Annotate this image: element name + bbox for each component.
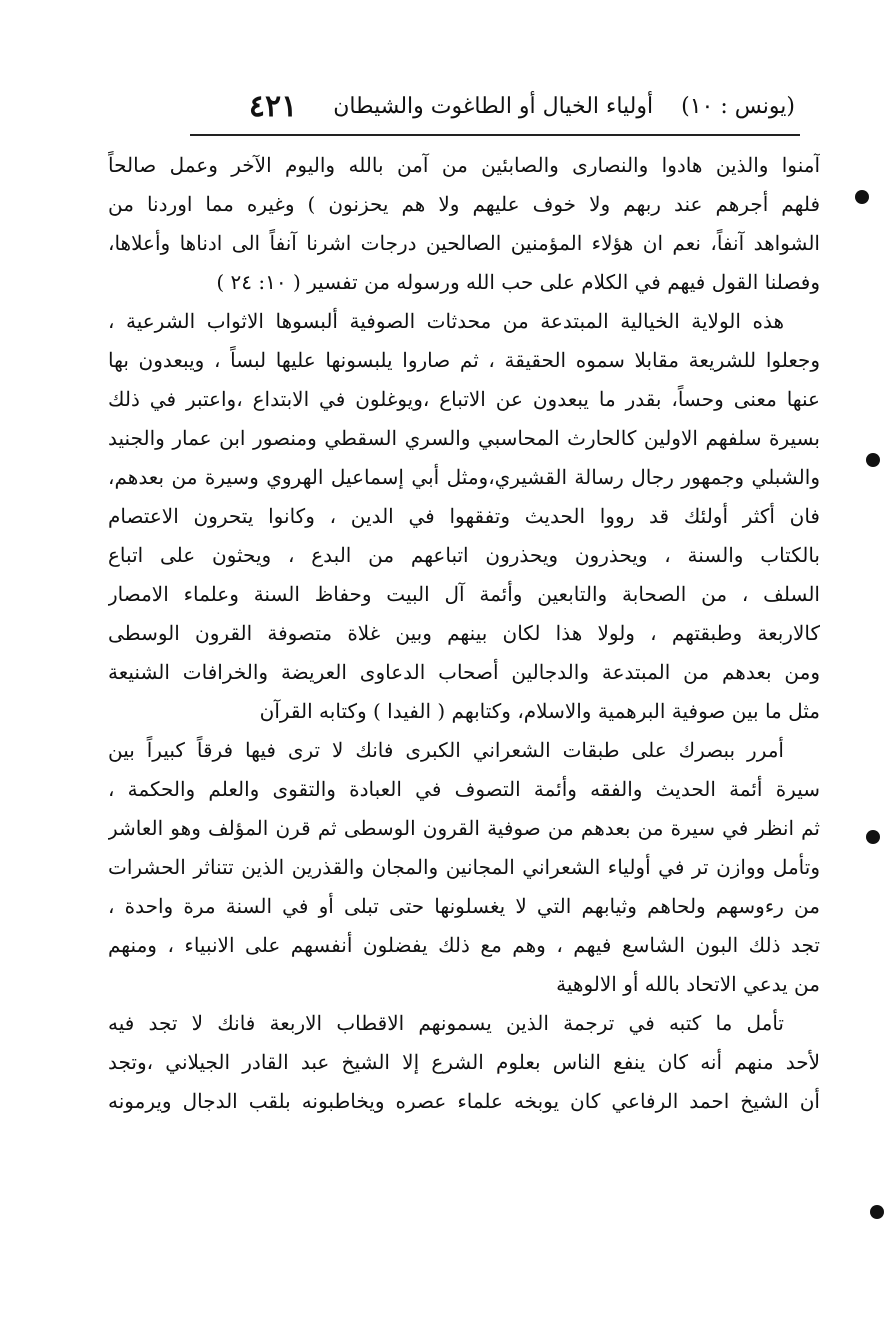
text-line: السلف ، من الصحابة والتابعين وأئمة آل البيت وحفاظ السنة وعلماء الامصار	[108, 582, 820, 606]
binding-hole-mark	[870, 1205, 884, 1219]
header-rule	[190, 134, 800, 136]
text-line: ثم انظر في سيرة من بعدهم من صوفية القرون الوسطى ثم قرن المؤلف وهو العاشر	[108, 816, 820, 840]
binding-hole-mark	[866, 453, 880, 467]
text-line: وفصلنا القول فيهم في الكلام على حب الله ورسوله من تفسير ( ١٠: ٢٤ )	[216, 270, 820, 294]
text-line: كالاربعة وطبقتهم ، ولولا هذا لكان بينهم وبين غلاة متصوفة القرون الوسطى	[108, 621, 820, 645]
text-line: تجد ذلك البون الشاسع فيهم ، وهم مع ذلك يفضلون أنفسهم على الانبياء ، ومنهم	[108, 933, 820, 957]
text-line: فلهم أجرهم عند ربهم ولا خوف عليهم ولا هم يحزنون ) وغيره مما اوردنا من	[108, 192, 820, 216]
text-line: آمنوا والذين هادوا والنصارى والصابئين من آمن بالله واليوم الآخر وعمل صالحاً	[108, 153, 820, 177]
header-title: أولياء الخيال أو الطاغوت والشيطان	[333, 93, 654, 119]
text-line: فان أكثر أولئك قد رووا الحديث وتفقهوا في الدين ، وكانوا يتحرون الاعتصام	[108, 504, 820, 528]
text-line: تأمل ما كتبه في ترجمة الذين يسمونهم الاقطاب الاربعة فانك لا تجد فيه	[108, 1011, 784, 1035]
text-line: وتأمل ووازن تر في أولياء الشعراني المجانين والمجان والقذرين الذين تتناثر الحشرات	[108, 855, 820, 879]
text-line: لأحد منهم أنه كان ينفع الناس بعلوم الشرع إلا الشيخ عبد القادر الجيلاني ،وتجد	[108, 1050, 820, 1074]
text-line: هذه الولاية الخيالية المبتدعة من محدثات الصوفية ألبسوها الاثواب الشرعية ،	[108, 309, 784, 333]
body-text	[108, 146, 820, 1121]
text-line: وجعلوا للشريعة مقابلا سموه الحقيقة ، ثم صاروا يلبسونها عليها لبساً ، ويبعدون بها	[108, 348, 820, 372]
text-line: ومن بعدهم من المبتدعة والدجالين أصحاب الدعاوى العريضة والخرافات الشنيعة	[108, 660, 820, 684]
text-line: والشبلي وجمهور رجال رسالة القشيري،ومثل أبي إسماعيل الهروي وسيرة من بعدهم،	[108, 465, 820, 489]
text-line: أمرر ببصرك على طبقات الشعراني الكبرى فانك لا ترى فيها فرقاً كبيراً بين	[108, 738, 784, 762]
header-surah-reference: (يونس : ١٠)	[681, 93, 795, 119]
text-line: عنها معنى وحساً، بقدر ما يبعدون عن الاتباع ،ويوغلون في الابتداع ،واعتبر في ذلك	[108, 387, 820, 411]
text-line: سيرة أئمة الحديث والفقه وأئمة التصوف في العبادة والتقوى والعلم والحكمة ،	[108, 777, 820, 801]
binding-hole-mark	[866, 830, 880, 844]
text-line: بالكتاب والسنة ، ويحذرون ويحذرون اتباعهم من البدع ، ويحثون على اتباع	[108, 543, 820, 567]
page-header	[195, 86, 795, 126]
text-line: من يدعي الاتحاد بالله أو الالوهية	[556, 972, 820, 996]
text-line: أن الشيخ احمد الرفاعي كان يوبخه علماء عصره ويخاطبونه بلقب الدجال ويرمونه	[108, 1089, 820, 1113]
page-number: ٤٢١	[248, 88, 298, 124]
binding-hole-mark	[855, 190, 869, 204]
text-line: مثل ما بين صوفية البرهمية والاسلام، وكتابهم ( الفيدا ) وكتابه القرآن	[259, 699, 820, 723]
text-line: الشواهد آنفاً، نعم ان هؤلاء المؤمنين الصالحين درجات اشرنا آنفاً الى ادناها وأعلاها،	[108, 231, 820, 255]
text-line: من رءوسهم ولحاهم وثيابهم التي لا يغسلونها حتى تبلى أو في السنة مرة واحدة ،	[108, 894, 820, 918]
text-line: بسيرة سلفهم الاولين كالحارث المحاسبي والسري السقطي ومنصور ابن عمار والجنيد	[108, 426, 820, 450]
